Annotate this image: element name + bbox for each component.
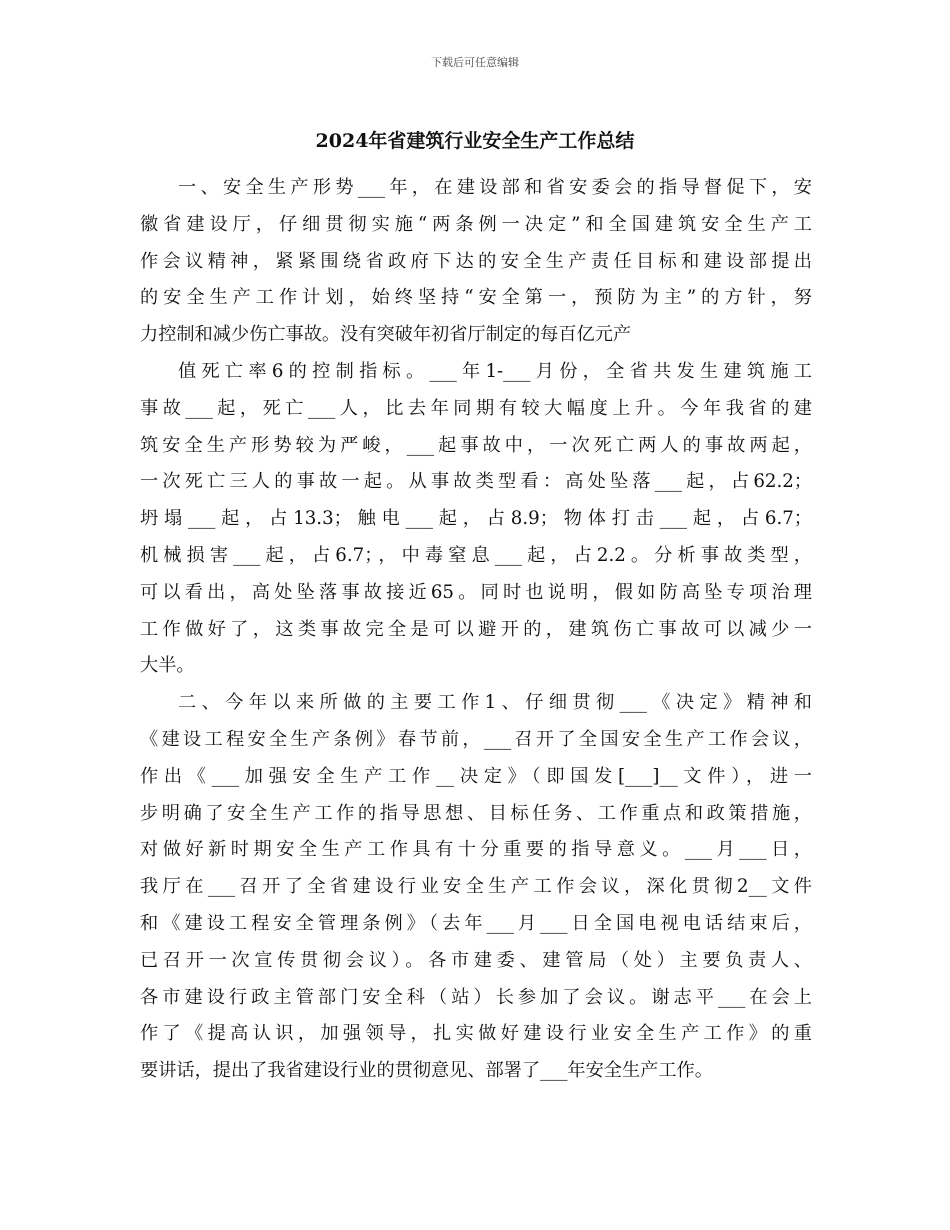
paragraph-line: 已召开一次宣传贯彻会议）。各市建委、建管局（处）主要负责人、 — [140, 949, 812, 971]
paragraph-line: 作了《提高认识，加强领导，扎实做好建设行业安全生产工作》的重 — [140, 1023, 812, 1045]
paragraph-line: 二、今年以来所做的主要工作1、仔细贯彻___《决定》精神和 — [178, 692, 812, 714]
paragraph-line: 一、安全生产形势___年，在建设部和省安委会的指导督促下，安 — [178, 177, 812, 198]
paragraph-line: 作出《___加强安全生产工作__决定》（即国发[___]__文件），进一 — [140, 765, 812, 787]
paragraph-line: 大半。 — [140, 655, 195, 677]
paragraph-line: 徽省建设厅，仔细贯彻实施“两条例一决定”和全国建筑安全生产工 — [140, 213, 812, 235]
paragraph-line: 的安全生产工作计划，始终坚持“安全第一，预防为主”的方针，努 — [140, 287, 812, 309]
paragraph-line: 筑安全生产形势较为严峻，___起事故中，一次死亡两人的事故两起， — [140, 434, 812, 456]
paragraph-line: 《建设工程安全生产条例》春节前，___召开了全国安全生产工作会议， — [140, 728, 812, 750]
document-body — [140, 170, 812, 1090]
paragraph-line: 作会议精神，紧紧围绕省政府下达的安全生产责任目标和建设部提出 — [140, 250, 812, 272]
paragraph-line: 值死亡率6的控制指标。___年1-___月份，全省共发生建筑施工 — [178, 360, 812, 382]
document-title: 2024年省建筑行业安全生产工作总结 — [315, 130, 635, 152]
paragraph-line: 机械损害___起，占6.7；，中毒窒息___起，占2.2。分析事故类型， — [140, 544, 812, 566]
paragraph-line: 可以看出，高处坠落事故接近65。同时也说明，假如防高坠专项治理 — [140, 581, 812, 603]
paragraph-line: 一次死亡三人的事故一起。从事故类型看：高处坠落___起，占62.2； — [140, 471, 812, 493]
paragraph-line: 步明确了安全生产工作的指导思想、目标任务、工作重点和政策措施， — [140, 802, 812, 824]
paragraph-line: 对做好新时期安全生产工作具有十分重要的指导意义。___月___日， — [140, 839, 812, 861]
header-note: 下载后可任意编辑 — [431, 56, 519, 69]
paragraph-line: 工作做好了，这类事故完全是可以避开的，建筑伤亡事故可以减少一 — [140, 618, 812, 640]
paragraph-line: 要讲话，提出了我省建设行业的贯彻意见、部署了___年安全生产工作。 — [140, 1060, 713, 1082]
paragraph-line: 和《建设工程安全管理条例》（去年___月___日全国电视电话结束后， — [140, 912, 812, 934]
paragraph-line: 力控制和减少伤亡事故。没有突破年初省厅制定的每百亿元产 — [140, 324, 632, 346]
paragraph-line: 事故___起，死亡___人，比去年同期有较大幅度上升。今年我省的建 — [140, 397, 812, 419]
paragraph-line: 我厅在___召开了全省建设行业安全生产工作会议，深化贯彻2__文件 — [140, 876, 812, 898]
paragraph-line: 坍塌___起，占13.3；触电___起，占8.9；物体打击___起，占6.7； — [140, 508, 812, 530]
paragraph-line: 各市建设行政主管部门安全科（站）长参加了会议。谢志平___在会上 — [140, 986, 812, 1008]
